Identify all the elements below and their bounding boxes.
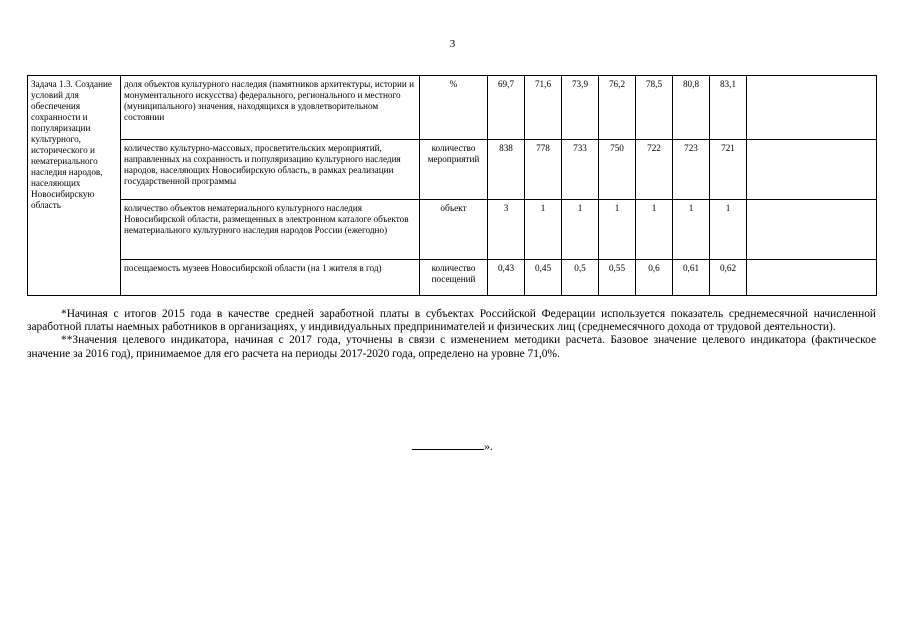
- closing-quote: ».: [484, 439, 493, 453]
- indicator-cell: доля объектов культурного наследия (памятников архитектуры, истории и монументального искусства) федерального, регионального и местного (муниципального) значения, находящихся в удовлетворительном состоянии: [121, 76, 420, 140]
- footnotes: [27, 308, 876, 361]
- indicators-table: [27, 75, 877, 296]
- indicator-cell: посещаемость музеев Новосибирской области (на 1 жителя в год): [121, 260, 420, 296]
- unit-cell: объект: [420, 200, 488, 260]
- value-cell: 721: [710, 140, 747, 200]
- table-row: [28, 140, 877, 200]
- value-cell: 3: [488, 200, 525, 260]
- note-cell: [747, 140, 877, 200]
- value-cell: 76,2: [599, 76, 636, 140]
- value-cell: 838: [488, 140, 525, 200]
- value-cell: 0,43: [488, 260, 525, 296]
- value-cell: 78,5: [636, 76, 673, 140]
- unit-cell: %: [420, 76, 488, 140]
- footnote-indicator: **Значения целевого индикатора, начиная с 2017 года, уточнены в связи с изменением методики расчета. Базовое значение целевого индикатора (фактическое значение за 2016 год), принимаемое для его расчета на периоды 2017-2020 года, определено на уровне 71,0%.: [27, 334, 876, 360]
- value-cell: 1: [525, 200, 562, 260]
- value-cell: 750: [599, 140, 636, 200]
- value-cell: 1: [673, 200, 710, 260]
- note-cell: [747, 200, 877, 260]
- table-body: [28, 76, 877, 296]
- value-cell: 83,1: [710, 76, 747, 140]
- table-row: [28, 260, 877, 296]
- value-cell: 0,6: [636, 260, 673, 296]
- signature-line: [412, 436, 484, 450]
- value-cell: 722: [636, 140, 673, 200]
- indicator-cell: количество объектов нематериального культурного наследия Новосибирской области, размещенных в электронном каталоге объектов нематериального культурного наследия народов России (ежегодно): [121, 200, 420, 260]
- unit-cell: количество посещений: [420, 260, 488, 296]
- value-cell: 1: [599, 200, 636, 260]
- value-cell: 0,5: [562, 260, 599, 296]
- value-cell: 778: [525, 140, 562, 200]
- value-cell: 1: [636, 200, 673, 260]
- footnote-salary: *Начиная с итогов 2015 года в качестве средней заработной платы в субъектах Российской Федерации используется показатель среднемесячной начисленной заработной платы наемных работников в организациях, у индивидуальных предпринимателей и физических лиц (среднемесячного дохода от трудовой деятельности).: [27, 308, 876, 334]
- closing-mark: [0, 436, 905, 454]
- note-cell: [747, 260, 877, 296]
- value-cell: 733: [562, 140, 599, 200]
- value-cell: 0,55: [599, 260, 636, 296]
- value-cell: 80,8: [673, 76, 710, 140]
- indicator-cell: количество культурно-массовых, просветительских мероприятий, направленных на сохранность и популяризацию культурного наследия народов, населяющих Новосибирскую область, в рамках реализации государственной программы: [121, 140, 420, 200]
- task-cell: Задача 1.3. Создание условий для обеспечения сохранности и популяризации культурного, исторического и нематериального наследия народов, населяющих Новосибирскую область: [28, 76, 121, 296]
- value-cell: 0,45: [525, 260, 562, 296]
- value-cell: 1: [562, 200, 599, 260]
- table-row: [28, 200, 877, 260]
- value-cell: 71,6: [525, 76, 562, 140]
- note-cell: [747, 76, 877, 140]
- value-cell: 1: [710, 200, 747, 260]
- value-cell: 723: [673, 140, 710, 200]
- page-number: 3: [449, 38, 456, 50]
- value-cell: 69,7: [488, 76, 525, 140]
- value-cell: 73,9: [562, 76, 599, 140]
- unit-cell: количество мероприятий: [420, 140, 488, 200]
- value-cell: 0,61: [673, 260, 710, 296]
- table-row: [28, 76, 877, 140]
- value-cell: 0,62: [710, 260, 747, 296]
